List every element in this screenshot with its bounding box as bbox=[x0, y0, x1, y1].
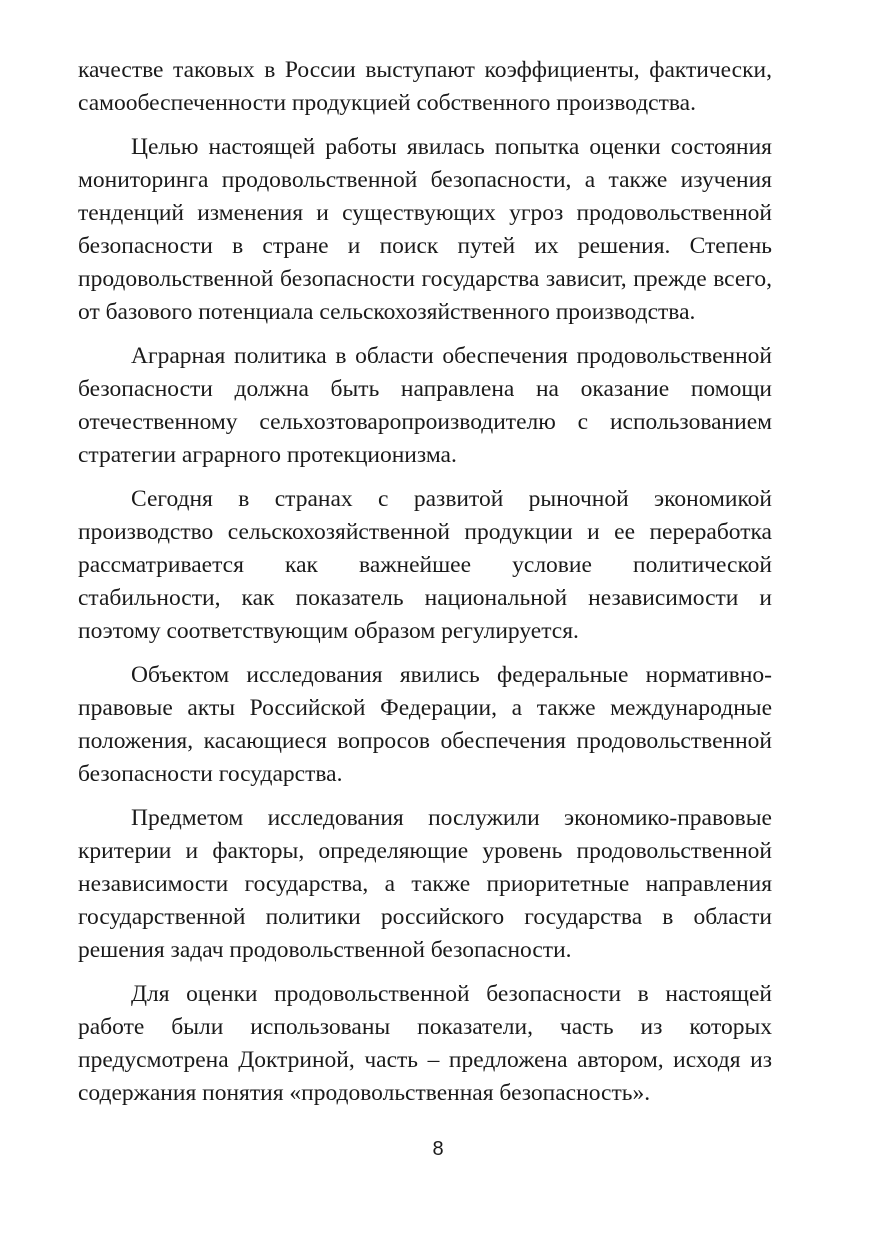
paragraph-object: Объектом исследования явились федеральные нормативно-правовые акты Российской Федерации, а также международные положения, касающиеся вопросов обеспечения продовольственной безопасности государства. bbox=[78, 662, 772, 787]
paragraph-agrarian-policy: Аграрная политика в области обеспечения продовольственной безопасности должна быть направлена на оказание помощи отечественному сельхозтоваропроизводителю с использованием стратегии аграрного протекционизма. bbox=[78, 343, 772, 468]
paragraph-market-economy: Сегодня в странах с развитой рыночной экономикой производство сельскохозяйственной продукции и ее переработка рассматривается как важнейшее условие политической стабильности, как показатель национальной независимости и поэтому соответствующим образом регулируется. bbox=[78, 486, 772, 644]
paragraph-subject: Предметом исследования послужили экономико-правовые критерии и факторы, определяющие уровень продовольственной независимости государства, а также приоритетные направления государственной политики российского государства в области решения задач продовольственной безопасности. bbox=[78, 805, 772, 963]
paragraph-purpose: Целью настоящей работы явилась попытка оценки состояния мониторинга продовольственной безопасности, а также изучения тенденций изменения и существующих угроз продовольственной безопасности в стране и поиск путей их решения. Степень продовольственной безопасности государства зависит, прежде всего, от базового потенциала сельскохозяйственного производства. bbox=[78, 134, 772, 325]
paragraph-indicators: Для оценки продовольственной безопасности в настоящей работе были использованы показатели, часть из которых предусмотрена Доктриной, часть – предложена автором, исходя из содержания понятия «продовольственная безопасность». bbox=[78, 981, 772, 1106]
page-body bbox=[78, 54, 772, 1121]
page-number: 8 bbox=[432, 1138, 444, 1160]
paragraph-continuation: качестве таковых в России выступают коэффициенты, фактически, самообеспеченности продукцией собственного производства. bbox=[78, 57, 772, 116]
